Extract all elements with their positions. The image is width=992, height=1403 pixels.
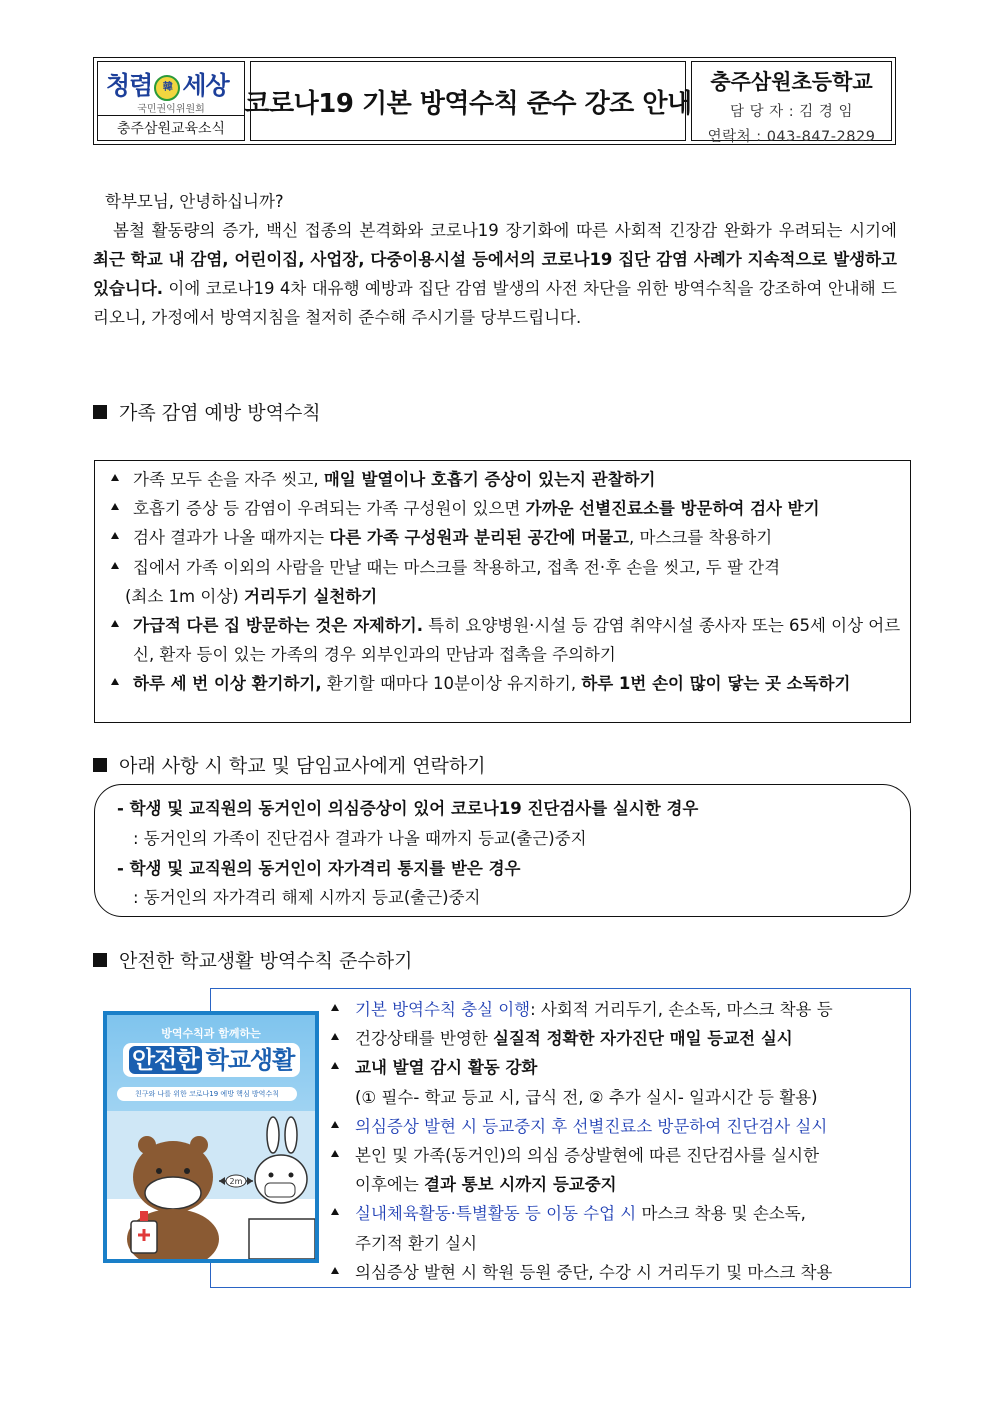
contact-person: 담 당 자 : 김 경 임 [729,104,854,120]
safe-school-poster [103,1011,319,1263]
list-item: 건강상태를 반영한 실질적 정확한 자가진단 매일 등교전 실시 [327,1024,910,1053]
triangle-bullet-icon [111,532,119,539]
case-1-action: : 동거인의 가족이 진단검사 결과가 나올 때까지 등교(출근)중지 [133,829,587,848]
list-item: 실내체육활동·특별활동 등 이동 수업 시 마스크 착용 및 손소독, [327,1199,910,1228]
list-item: 본인 및 가족(동거인)의 의심 증상발현에 따른 진단검사를 실시한 [327,1141,910,1170]
triangle-bullet-icon [331,1121,339,1128]
list-item-continuation: 주기적 환기 실시 [355,1233,478,1253]
triangle-bullet-icon [331,1004,339,1011]
square-bullet-icon [93,758,107,772]
section-heading-school: 안전한 학교생활 방역수칙 준수하기 [93,946,412,973]
family-rules-box [94,460,911,723]
list-item: 교내 발열 감시 활동 강화 [327,1053,910,1082]
list-item: 하루 세 번 이상 환기하기, 환기할 때마다 10분이상 유지하기, 하루 1번 손이 많이 닿는 곳 소독하기 [107,669,904,698]
school-box [691,61,892,145]
triangle-bullet-icon [111,620,119,627]
square-bullet-icon [93,405,107,419]
case-2-action: : 동거인의 자가격리 해제 시까지 등교(출근)중지 [133,888,481,907]
newsletter-name: 충주삼원교육소식 [98,115,244,138]
contact-phone: 연락처 : 043-847-2829 [707,129,876,145]
triangle-bullet-icon [111,503,119,510]
mascot-illustration [107,1111,315,1259]
triangle-bullet-icon [331,1208,339,1215]
poster-subtitle: 방역수칙과 함께하는 [161,1027,261,1040]
greeting: 학부모님, 안녕하십니까? [105,192,284,211]
distance-label: 2m [229,1177,243,1186]
list-item-continuation: (최소 1m 이상) 거리두기 실천하기 [125,586,378,606]
case-1: - 학생 및 교직원의 동거인이 의심증상이 있어 코로나19 진단검사를 실시한 경우 [117,799,699,818]
logo-box [97,61,245,141]
section-heading-family: 가족 감염 예방 방역수칙 [93,398,321,425]
intro-paragraph: 봄철 활동량의 증가, 백신 접종의 본격화와 코로나19 장기화에 따른 사회적 긴장감 완화가 우려되는 시기에 최근 학교 내 감염, 어린이집, 사업장, 다중이용시설 등에서의 코로나19 집단 감염 사례가 지속적으로 발생하고 있습니다. 이에 코로나19 4차 대유행 예방과 집단 감염 발생의 사전 차단을 위한 방역수칙을 강조하여 안내해 드리오니, 가정에서 방역지침을 철저히 준수해 주시기를 당부드립니다. [93,221,897,327]
triangle-bullet-icon [111,562,119,569]
square-bullet-icon [93,953,107,967]
page-title: 코로나19 기본 방역수칙 준수 강조 안내 [244,88,692,119]
section-heading-contact: 아래 사항 시 학교 및 담임교사에게 연락하기 [93,751,486,778]
logo-subtitle: 국민권익위원회 [137,104,205,115]
list-item: 가족 모두 손을 자주 씻고, 매일 발열이나 호흡기 증상이 있는지 관찰하기 [107,465,904,494]
list-item-continuation: (① 필수- 학교 등교 시, 급식 전, ② 추가 실시- 일과시간 등 활용) [355,1087,818,1107]
list-item: 의심증상 발현 시 학원 등원 중단, 수강 시 거리두기 및 마스크 착용 [327,1258,910,1287]
list-item: 가급적 다른 집 방문하는 것은 자제하기. 특히 요양병원·시설 등 감염 취약시설 종사자 또는 65세 이상 어르신, 환자 등이 있는 가족의 경우 외부인과의 만남과 접촉을 주의하기 [107,611,904,669]
triangle-bullet-icon [331,1062,339,1069]
case-2: - 학생 및 교직원의 동거인이 자가격리 통지를 받은 경우 [117,859,521,878]
list-item: 기본 방역수칙 충실 이행: 사회적 거리두기, 손소독, 마스크 착용 등 [327,995,910,1024]
anticorruption-logo: 청렴 韓 세상 [106,71,229,100]
poster-banner: 친구와 나를 위한 코로나19 예방 핵심 방역수칙 [117,1087,297,1101]
list-item: 검사 결과가 나올 때까지는 다른 가족 구성원과 분리된 공간에 머물고, 마스크를 착용하기 [107,523,904,552]
title-box [244,61,692,141]
list-item: 집에서 가족 이외의 사람을 만날 때는 마스크를 착용하고, 접촉 전·후 손을 씻고, 두 팔 간격 [107,553,904,582]
triangle-bullet-icon [331,1033,339,1040]
triangle-bullet-icon [331,1150,339,1157]
school-name: 충주삼원초등학교 [710,70,873,94]
list-item: 호흡기 증상 등 감염이 우려되는 가족 구성원이 있으면 가까운 선별진료소를 방문하여 검사 받기 [107,494,904,523]
intro [93,187,897,332]
list-item-continuation: 이후에는 결과 통보 시까지 등교중지 [355,1175,617,1195]
poster-title: 안전한 학교생활 [123,1043,300,1077]
contact-cases-box [94,784,911,917]
triangle-bullet-icon [331,1267,339,1274]
list-item: 의심증상 발현 시 등교중지 후 선별진료소 방문하여 진단검사 실시 [327,1112,910,1141]
triangle-bullet-icon [111,678,119,685]
triangle-bullet-icon [111,474,119,481]
